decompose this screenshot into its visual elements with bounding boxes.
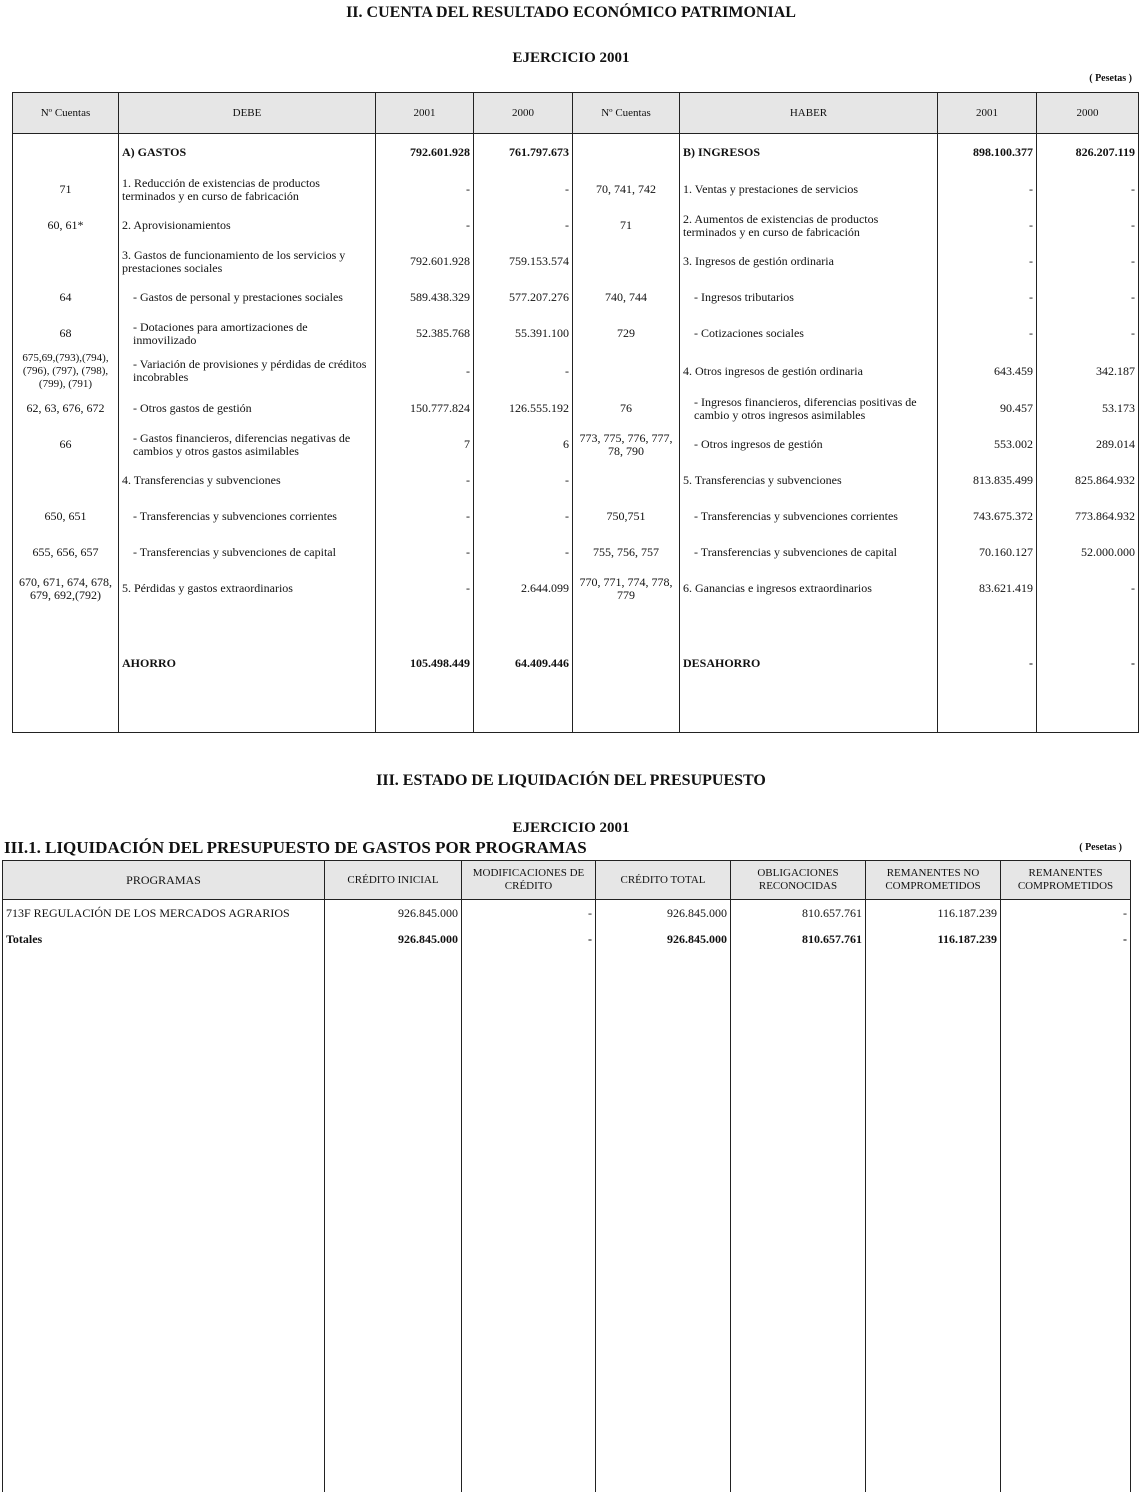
table-row-empty [13,677,1139,733]
cell: - [474,463,573,499]
table-row-empty [3,952,1131,1492]
cell: - [1001,900,1131,927]
cell: 6. Ganancias e ingresos extraordinarios [680,571,938,607]
cell: 898.100.377 [938,134,1037,172]
col-header: REMANENTES COMPROMETIDOS [1001,861,1131,900]
cell: 52.385.768 [376,316,474,352]
cell: - [474,172,573,208]
cell: 740, 744 [573,280,680,316]
cell: 83.621.419 [938,571,1037,607]
cell [13,463,119,499]
table-row [13,316,1139,352]
cell: 2. Aprovisionamientos [119,208,376,244]
cell: - [1037,607,1139,677]
cell: - [1037,280,1139,316]
table-row [13,244,1139,280]
cell: 64 [13,280,119,316]
cell: - [376,463,474,499]
cell: 759.153.574 [474,244,573,280]
col-header: CRÉDITO TOTAL [596,861,731,900]
cell: - [474,208,573,244]
section-subtitle: III.1. LIQUIDACIÓN DEL PRESUPUESTO DE GASTOS POR PROGRAMAS [4,838,587,857]
cell: - [376,571,474,607]
cell: 90.457 [938,391,1037,427]
cell: - [462,900,596,927]
cell: - [376,535,474,571]
cell: - [938,280,1037,316]
table-header-row [3,861,1131,900]
cell: 53.173 [1037,391,1139,427]
cell: 70.160.127 [938,535,1037,571]
col-header: OBLIGACIONES RECONOCIDAS [731,861,866,900]
cell: 342.187 [1037,352,1139,391]
cell: - [938,172,1037,208]
cell: 670, 671, 674, 678, 679, 692,(792) [13,571,119,607]
table-row [3,900,1131,927]
cell: 810.657.761 [731,900,866,927]
col-header: MODIFICACIONES DE CRÉDITO [462,861,596,900]
cell: - [938,607,1037,677]
unit-label: ( Pesetas ) [1089,73,1132,84]
cell: 126.555.192 [474,391,573,427]
cell: - [1037,316,1139,352]
table-row [13,535,1139,571]
ejercicio-label-2: EJERCICIO 2001 [512,820,630,836]
table-row-totals [3,926,1131,952]
col-header: REMANENTES NO COMPROMETIDOS [866,861,1001,900]
table-row [13,208,1139,244]
col-header: 2000 [1037,93,1139,134]
cell: Totales [3,926,325,952]
cell: - Otros gastos de gestión [119,391,376,427]
page-title: II. CUENTA DEL RESULTADO ECONÓMICO PATRIMONIAL [346,4,796,21]
cell: - Gastos financieros, diferencias negativas de cambios y otros gastos asimilables [119,427,376,463]
cell: 761.797.673 [474,134,573,172]
cell: 675,69,(793),(794), (796), (797), (798), (799), (791) [13,352,119,391]
cell: B) INGRESOS [680,134,938,172]
cell: 66 [13,427,119,463]
table-row [13,391,1139,427]
cell: - Ingresos tributarios [680,280,938,316]
col-header: 2000 [474,93,573,134]
col-header: Nº Cuentas [13,93,119,134]
cell: 3. Ingresos de gestión ordinaria [680,244,938,280]
cell: 52.000.000 [1037,535,1139,571]
cell: 68 [13,316,119,352]
liquidacion-table [2,860,1131,1492]
cell: 60, 61* [13,208,119,244]
col-header: PROGRAMAS [3,861,325,900]
col-header: 2001 [938,93,1037,134]
table-header-row [13,93,1139,134]
cell: - [376,352,474,391]
cell: 643.459 [938,352,1037,391]
col-header: CRÉDITO INICIAL [325,861,462,900]
cell: 553.002 [938,427,1037,463]
cell: - Transferencias y subvenciones de capital [119,535,376,571]
cell: 825.864.932 [1037,463,1139,499]
cell: 1. Ventas y prestaciones de servicios [680,172,938,208]
cell: 926.845.000 [596,900,731,927]
cell [573,607,680,677]
cell: - [1001,926,1131,952]
cell: 926.845.000 [325,900,462,927]
col-header: 2001 [376,93,474,134]
section-title: III. ESTADO DE LIQUIDACIÓN DEL PRESUPUESTO [376,772,766,789]
col-header: DEBE [119,93,376,134]
cell: - [376,208,474,244]
cell: 1. Reducción de existencias de productos terminados y en curso de fabricación [119,172,376,208]
cell: 4. Transferencias y subvenciones [119,463,376,499]
cell: - [474,535,573,571]
cell: 289.014 [1037,427,1139,463]
table-row [13,352,1139,391]
cell: - [1037,208,1139,244]
cell: 810.657.761 [731,926,866,952]
cell: 55.391.100 [474,316,573,352]
cell: - Cotizaciones sociales [680,316,938,352]
cell: 792.601.928 [376,134,474,172]
cell: - [474,352,573,391]
cell: 826.207.119 [1037,134,1139,172]
cell: - Transferencias y subvenciones de capital [680,535,938,571]
cell: - Variación de provisiones y pérdidas de créditos incobrables [119,352,376,391]
col-header: Nº Cuentas [573,93,680,134]
cell: - Transferencias y subvenciones corrientes [680,499,938,535]
table-row [13,499,1139,535]
cell [13,244,119,280]
cell: - [462,926,596,952]
cell: 729 [573,316,680,352]
cell: 577.207.276 [474,280,573,316]
cell: - [938,244,1037,280]
cell: - Ingresos financieros, diferencias positivas de cambio y otros ingresos asimilables [680,391,938,427]
cell: 5. Transferencias y subvenciones [680,463,938,499]
cell: 773, 775, 776, 777, 78, 790 [573,427,680,463]
cell: 750,751 [573,499,680,535]
cell: 64.409.446 [474,607,573,677]
cell: 770, 771, 774, 778, 779 [573,571,680,607]
cell: 926.845.000 [325,926,462,952]
cell: - [376,499,474,535]
table-row [13,172,1139,208]
cell: DESAHORRO [680,607,938,677]
cell [13,607,119,677]
cell: 116.187.239 [866,926,1001,952]
cell: 813.835.499 [938,463,1037,499]
cell: - Gastos de personal y prestaciones sociales [119,280,376,316]
cell: 150.777.824 [376,391,474,427]
cell: 62, 63, 676, 672 [13,391,119,427]
cell: 105.498.449 [376,607,474,677]
cell [573,463,680,499]
cell: 71 [573,208,680,244]
cell [573,134,680,172]
cell: 2. Aumentos de existencias de productos terminados y en curso de fabricación [680,208,938,244]
cell: 650, 651 [13,499,119,535]
table-row [13,607,1139,677]
cell: 2.644.099 [474,571,573,607]
cell: - Otros ingresos de gestión [680,427,938,463]
cell [13,134,119,172]
table-row [13,571,1139,607]
col-header: HABER [680,93,938,134]
cell: AHORRO [119,607,376,677]
cell: 755, 756, 757 [573,535,680,571]
cell: - [1037,571,1139,607]
unit-label-2: ( Pesetas ) [1079,842,1122,853]
cell: 3. Gastos de funcionamiento de los servicios y prestaciones sociales [119,244,376,280]
table-row [13,463,1139,499]
cell: 4. Otros ingresos de gestión ordinaria [680,352,938,391]
cell: - [474,499,573,535]
cell [573,244,680,280]
cell: 926.845.000 [596,926,731,952]
cell: 6 [474,427,573,463]
cell: - [1037,172,1139,208]
cell: - [938,208,1037,244]
cell: 71 [13,172,119,208]
cell: 116.187.239 [866,900,1001,927]
cell: 7 [376,427,474,463]
cell: 713F REGULACIÓN DE LOS MERCADOS AGRARIOS [3,900,325,927]
cell: 655, 656, 657 [13,535,119,571]
cell: - [1037,244,1139,280]
ejercicio-label: EJERCICIO 2001 [512,50,630,66]
cell: - Transferencias y subvenciones corrientes [119,499,376,535]
cell: 743.675.372 [938,499,1037,535]
table-row [13,280,1139,316]
cell: 70, 741, 742 [573,172,680,208]
cell [573,352,680,391]
cell: 773.864.932 [1037,499,1139,535]
table-row [13,134,1139,172]
cell: - [938,316,1037,352]
cell: - [376,172,474,208]
table-row [13,427,1139,463]
cell: 5. Pérdidas y gastos extraordinarios [119,571,376,607]
cell: 76 [573,391,680,427]
cell: A) GASTOS [119,134,376,172]
cell: 589.438.329 [376,280,474,316]
resultado-table [12,92,1139,733]
cell: 792.601.928 [376,244,474,280]
cell: - Dotaciones para amortizaciones de inmovilizado [119,316,376,352]
